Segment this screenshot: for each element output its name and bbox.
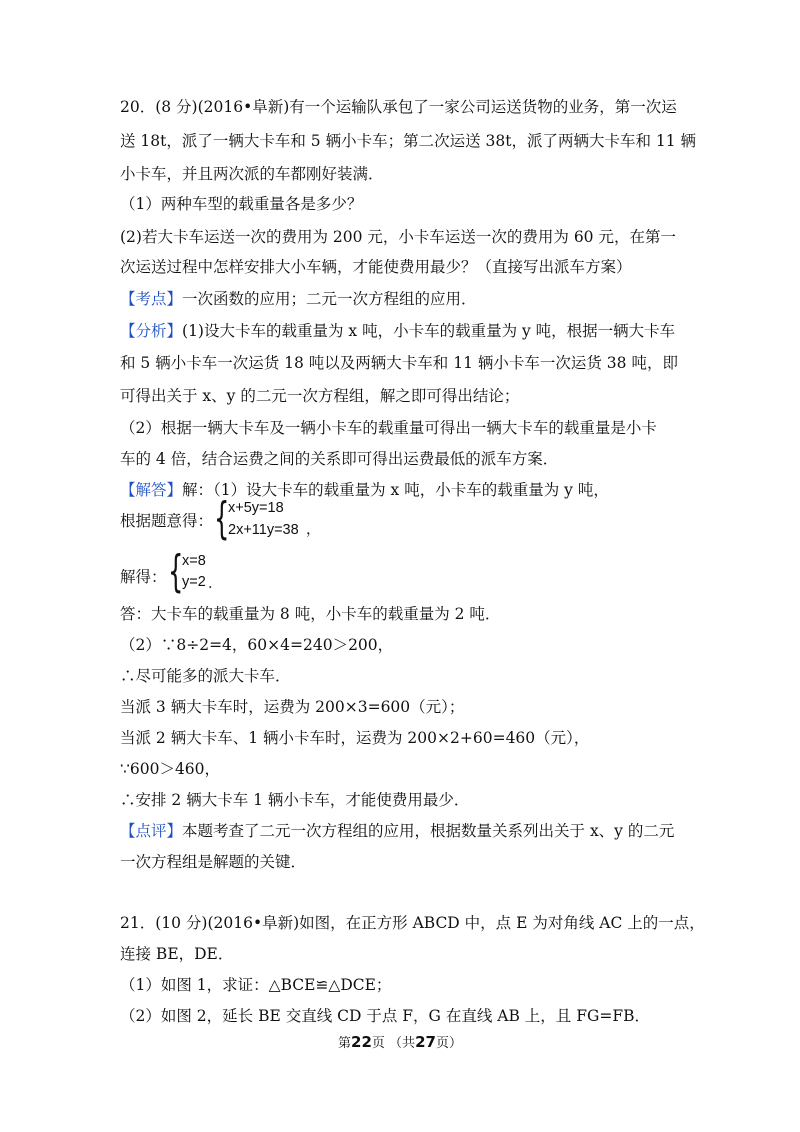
system-2-end: ． [208, 576, 223, 592]
footer-prefix: 第 [338, 1036, 352, 1051]
q20-part-2-line-2: 次运送过程中怎样安排大小车辆，才能使费用最少？（直接写出派车方案） [120, 258, 632, 276]
fenxi-text-1: (1)设大卡车的载重量为 x 吨，小卡车的载重量为 y 吨，根据一辆大卡车 [182, 322, 676, 340]
q20-part-1: （1）两种车型的载重量各是多少？ [120, 195, 363, 213]
jieda-part-2-line-6: ∴安排 2 辆大卡车 1 辆小卡车，才能使费用最少． [120, 791, 470, 809]
system-1-end: ， [306, 522, 321, 538]
system-2-eq-1: x=8 [182, 553, 206, 569]
kaodian-text: 一次函数的应用；二元一次方程组的应用． [182, 290, 477, 308]
fenxi-line-4: （2）根据一辆大卡车及一辆小卡车的载重量可得出一辆大卡车的载重量是小卡 [120, 419, 657, 437]
page-footer [0, 1032, 800, 1051]
system-1-eq-2: 2x+11y=38 [228, 522, 299, 538]
system-1-eq-1: x+5y=18 [228, 500, 284, 516]
q20-stem-line-2: 送 18t，派了一辆大卡车和 5 辆小卡车；第二次运送 38t，派了两辆大卡车和 11 辆 [120, 132, 697, 150]
system-1-brace: { [214, 493, 230, 544]
fenxi-line-5: 车的 4 倍，结合运费之间的关系即可得出运费最低的派车方案． [120, 450, 559, 468]
system-2-eq-2: y=2 [182, 574, 206, 590]
q20-stem-line-3: 小卡车，并且两次派的车都刚好装满． [120, 165, 384, 183]
jieda-tag: 【解答】 [120, 481, 183, 499]
dianping-tag: 【点评】 [120, 822, 183, 840]
kaodian-tag: 【考点】 [120, 290, 183, 308]
footer-total-pages: 27 [415, 1033, 436, 1051]
system-2-brace: { [168, 546, 184, 597]
q21-stem-line-1: 21．(10 分)(2016•阜新)如图，在正方形 ABCD 中，点 E 为对角线 AC 上的一点， [120, 914, 705, 932]
jieda-part-2-line-3: 当派 3 辆大卡车时，运费为 200×3=600（元）； [120, 698, 465, 716]
system-2-label: 解得： [120, 568, 167, 586]
jieda-text-1: 解：（1）设大卡车的载重量为 x 吨，小卡车的载重量为 y 吨， [182, 481, 609, 499]
jieda-part-2-line-2: ∴尽可能多的派大卡车． [120, 667, 291, 685]
fenxi-line-1 [120, 320, 675, 342]
footer-page-number: 22 [351, 1033, 372, 1051]
dianping-line-1 [120, 820, 674, 842]
kaodian-section [120, 288, 477, 310]
q20-part-2-line-1: (2)若大卡车运送一次的费用为 200 元，小卡车运送一次的费用为 60 元，在第一 [120, 228, 676, 246]
dianping-line-2: 一次方程组是解题的关键． [120, 853, 307, 871]
jieda-part-2-line-4: 当派 2 辆大卡车、1 辆小卡车时，运费为 200×2+60=460（元）， [120, 729, 590, 747]
fenxi-line-3: 可得出关于 x、y 的二元一次方程组，解之即可得出结论； [120, 387, 520, 405]
footer-suffix: 页） [435, 1036, 462, 1051]
fenxi-tag: 【分析】 [120, 322, 183, 340]
jieda-part-2-line-1: （2）∵8÷2=4，60×4=240＞200， [120, 636, 394, 654]
fenxi-line-2: 和 5 辆小卡车一次运货 18 吨以及两辆大卡车和 11 辆小卡车一次运货 38 吨，即 [120, 354, 678, 372]
jieda-answer: 答：大卡车的载重量为 8 吨，小卡车的载重量为 2 吨． [120, 605, 501, 623]
system-1-label: 根据题意得： [120, 512, 214, 530]
q20-stem-line-1: 20．(8 分)(2016•阜新)有一个运输队承包了一家公司运送货物的业务，第一次运 [120, 98, 677, 116]
jieda-part-2-line-5: ∵600＞460， [120, 760, 221, 778]
footer-mid: 页 （共 [371, 1036, 416, 1051]
dianping-text-1: 本题考查了二元一次方程组的应用，根据数量关系列出关于 x、y 的二元 [182, 822, 675, 840]
q21-part-2: （2）如图 2，延长 BE 交直线 CD 于点 F，G 在直线 AB 上，且 FG=FB． [120, 1007, 650, 1025]
q21-stem-line-2: 连接 BE，DE． [120, 945, 234, 963]
jieda-line-1 [120, 479, 609, 501]
q21-part-1: （1）如图 1，求证：△BCE≌△DCE； [120, 976, 392, 994]
